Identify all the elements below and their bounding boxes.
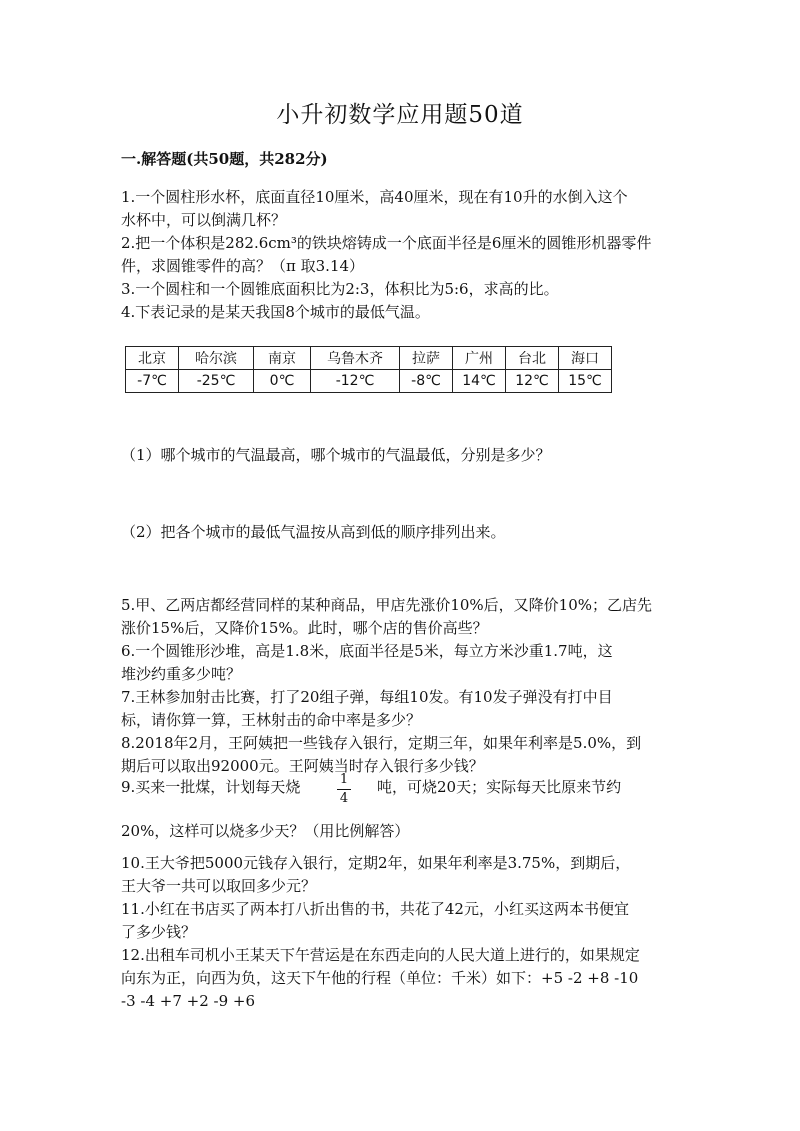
table-cell: -8℃ (400, 370, 453, 393)
text-line: 5.甲、乙两店都经营同样的某种商品，甲店先涨价10%后，又降价10%；乙店先 (121, 596, 652, 614)
text-line: 12.出租车司机小王某天下午营运是在东西走向的人民大道上进行的，如果规定 (121, 946, 640, 964)
table-cell: -12℃ (311, 370, 400, 393)
text-line: 堆沙约重多少吨？ (121, 665, 242, 683)
temperature-table (125, 346, 612, 393)
text-line: 7.王林参加射击比赛，打了20组子弹，每组10发。有10发子弹没有打中目 (121, 688, 613, 706)
table-cell: 拉萨 (400, 347, 453, 370)
text-line: 件，求圆锥零件的高？（π 取3.14） (121, 257, 365, 275)
questions-1-4 (121, 186, 681, 324)
table-cell: 0℃ (254, 370, 311, 393)
text-line: 标，请你算一算，王林射击的命中率是多少？ (121, 711, 422, 729)
text-line: 10.王大爷把5000元钱存入银行，定期2年，如果年利率是3.75%，到期后， (121, 854, 631, 872)
question-9-part2: 吨，可烧20天；实际每天比原来节约 (377, 778, 622, 796)
text-line: 1.一个圆柱形水杯，底面直径10厘米，高40厘米，现在有10升的水倒入这个 (121, 188, 628, 206)
table-cell: 哈尔滨 (179, 347, 254, 370)
text-line: 了多少钱？ (121, 923, 197, 941)
text-line: 3.一个圆柱和一个圆锥底面积比为2:3，体积比为5:6，求高的比。 (121, 280, 559, 298)
fraction (337, 772, 351, 807)
table-cell: 12℃ (506, 370, 559, 393)
table-cell: 南京 (254, 347, 311, 370)
table-cell: 广州 (453, 347, 506, 370)
question-9-part3: 20%，这样可以烧多少天？（用比例解答） (121, 822, 410, 840)
table-cell: 15℃ (559, 370, 612, 393)
questions-10-12 (121, 852, 681, 1013)
table-cell: 北京 (126, 347, 179, 370)
fraction-bar (337, 789, 351, 790)
text-line: -3 -4 +7 +2 -9 +6 (121, 992, 256, 1010)
table-cell: 台北 (506, 347, 559, 370)
text-line: 王大爷一共可以取回多少元？ (121, 877, 317, 895)
table-cell: -7℃ (126, 370, 179, 393)
sub-question-2: （2）把各个城市的最低气温按从高到低的顺序排列出来。 (121, 523, 506, 541)
table-row-temps (126, 370, 612, 393)
text-line: 4.下表记录的是某天我国8个城市的最低气温。 (121, 303, 430, 321)
section-heading: 一.解答题(共50题，共282分) (121, 150, 328, 168)
table-row-cities (126, 347, 612, 370)
text-line: 期后可以取出92000元。王阿姨当时存入银行多少钱？ (121, 757, 484, 775)
text-line: 11.小红在书店买了两本打八折出售的书，共花了42元，小红买这两本书便宜 (121, 900, 629, 918)
sub-question-1: （1）哪个城市的气温最高，哪个城市的气温最低，分别是多少？ (121, 446, 551, 464)
fraction-denominator: 4 (339, 791, 349, 806)
text-line: 向东为正，向西为负，这天下午他的行程（单位：千米）如下：+5 -2 +8 -10 (121, 969, 639, 987)
question-9-part1: 9.买来一批煤，计划每天烧 (121, 778, 301, 796)
page-title: 小升初数学应用题50道 (276, 102, 524, 128)
questions-5-8 (121, 594, 681, 778)
text-line: 6.一个圆锥形沙堆，高是1.8米，底面半径是5米，每立方米沙重1.7吨，这 (121, 642, 613, 660)
text-line: 水杯中，可以倒满几杯？ (121, 211, 287, 229)
table-cell: -25℃ (179, 370, 254, 393)
table-cell: 乌鲁木齐 (311, 347, 400, 370)
table-cell: 14℃ (453, 370, 506, 393)
fraction-numerator: 1 (339, 772, 349, 787)
table-cell: 海口 (559, 347, 612, 370)
text-line: 8.2018年2月，王阿姨把一些钱存入银行，定期三年，如果年利率是5.0%，到 (121, 734, 642, 752)
text-line: 2.把一个体积是282.6cm³的铁块熔铸成一个底面半径是6厘米的圆锥形机器零件 (121, 234, 652, 252)
text-line: 涨价15%后，又降价15%。此时，哪个店的售价高些？ (121, 619, 488, 637)
